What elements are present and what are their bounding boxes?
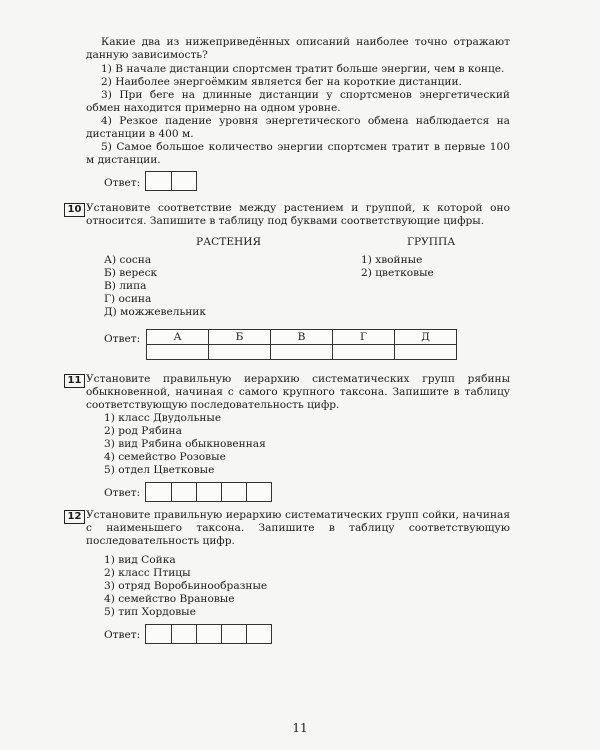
answer-cell[interactable] [246,483,271,501]
answer-cell[interactable] [171,483,196,501]
q12-number: 12 [64,510,85,524]
answer-cell[interactable] [395,345,457,360]
q12-option-5: 5) тип Хордовые [104,606,196,618]
q10-plant-b: Б) вереск [104,267,158,279]
q12-answer-boxes[interactable] [145,624,272,644]
q10-answer-row[interactable] [147,345,457,360]
q10-group-header: ГРУППА [407,236,456,248]
q12-option-1: 1) вид Сойка [104,554,176,566]
answer-cell[interactable] [271,345,333,360]
q10-plant-a: А) сосна [104,254,152,266]
q9-question: Какие два из нижеприведённых описаний наиболее точно отражают данную зависимость? [86,36,510,61]
q11-option-3: 3) вид Рябина обыкновенная [104,438,266,450]
q10-group-2: 2) цветковые [361,267,434,279]
q11-text: Установите правильную иерархию систематических групп рябины обыкновенной, начиная с самого крупного таксона. Запишите в таблицу соответствующую последовательность цифр. [86,373,510,411]
q9-answer-label: Ответ: [104,177,141,189]
q10-answer-label: Ответ: [104,333,141,345]
q10-letter-b: Б [209,330,271,345]
q10-text: Установите соответствие между растением и группой, к которой оно относится. Запишите в таблицу под буквами соответствующие цифры. [86,202,510,227]
q10-number: 10 [64,203,85,217]
answer-cell[interactable] [221,625,246,643]
q10-letter-d: Г [333,330,395,345]
q10-plants-header: РАСТЕНИЯ [196,236,262,248]
answer-cell[interactable] [221,483,246,501]
q12-option-4: 4) семейство Врановые [104,593,235,605]
answer-cell[interactable] [147,345,209,360]
q9-option-2: 2) Наиболее энергоёмким является бег на короткие дистанции. [101,76,462,88]
answer-cell[interactable] [146,625,171,643]
q10-plant-d: Г) осина [104,293,152,305]
q11-answer-label: Ответ: [104,487,141,499]
q9-option-4: 4) Резкое падение уровня энергетического обмена наблюдается на дистанции в 400 м. [86,115,510,140]
answer-cell[interactable] [171,625,196,643]
q12-option-2: 2) класс Птицы [104,567,191,579]
q11-option-2: 2) род Рябина [104,425,182,437]
answer-cell[interactable] [171,172,196,190]
q9-option-1: 1) В начале дистанции спортсмен тратит больше энергии, чем в конце. [101,63,505,75]
q9-answer-boxes[interactable] [145,171,197,191]
q11-option-5: 5) отдел Цветковые [104,464,215,476]
q11-answer-boxes[interactable] [145,482,272,502]
answer-cell[interactable] [196,625,221,643]
q12-text: Установите правильную иерархию систематических групп сойки, начиная с наименьшего таксона. Запишите в таблицу соответствующую последовательность цифр. [86,509,510,547]
q10-letter-e: Д [395,330,457,345]
answer-cell[interactable] [333,345,395,360]
q11-number: 11 [64,374,85,388]
page-number: 11 [292,721,308,735]
q10-plant-c: В) липа [104,280,147,292]
q10-plant-e: Д) можжевельник [104,306,206,318]
q11-option-4: 4) семейство Розовые [104,451,226,463]
q10-letter-row [147,330,457,345]
answer-cell[interactable] [146,172,171,190]
answer-cell[interactable] [246,625,271,643]
q10-letter-a: А [147,330,209,345]
q9-option-5: 5) Самое большое количество энергии спортсмен тратит в первые 100 м дистанции. [86,141,510,166]
q9-option-3: 3) При беге на длинные дистанции у спортсменов энергетический обмен находится примерно на одном уровне. [86,89,510,114]
q10-answer-table [146,329,457,360]
answer-cell[interactable] [209,345,271,360]
q12-answer-label: Ответ: [104,629,141,641]
q10-group-1: 1) хвойные [361,254,423,266]
q10-letter-c: В [271,330,333,345]
q11-option-1: 1) класс Двудольные [104,412,222,424]
answer-cell[interactable] [196,483,221,501]
answer-cell[interactable] [146,483,171,501]
q12-option-3: 3) отряд Воробьинообразные [104,580,268,592]
